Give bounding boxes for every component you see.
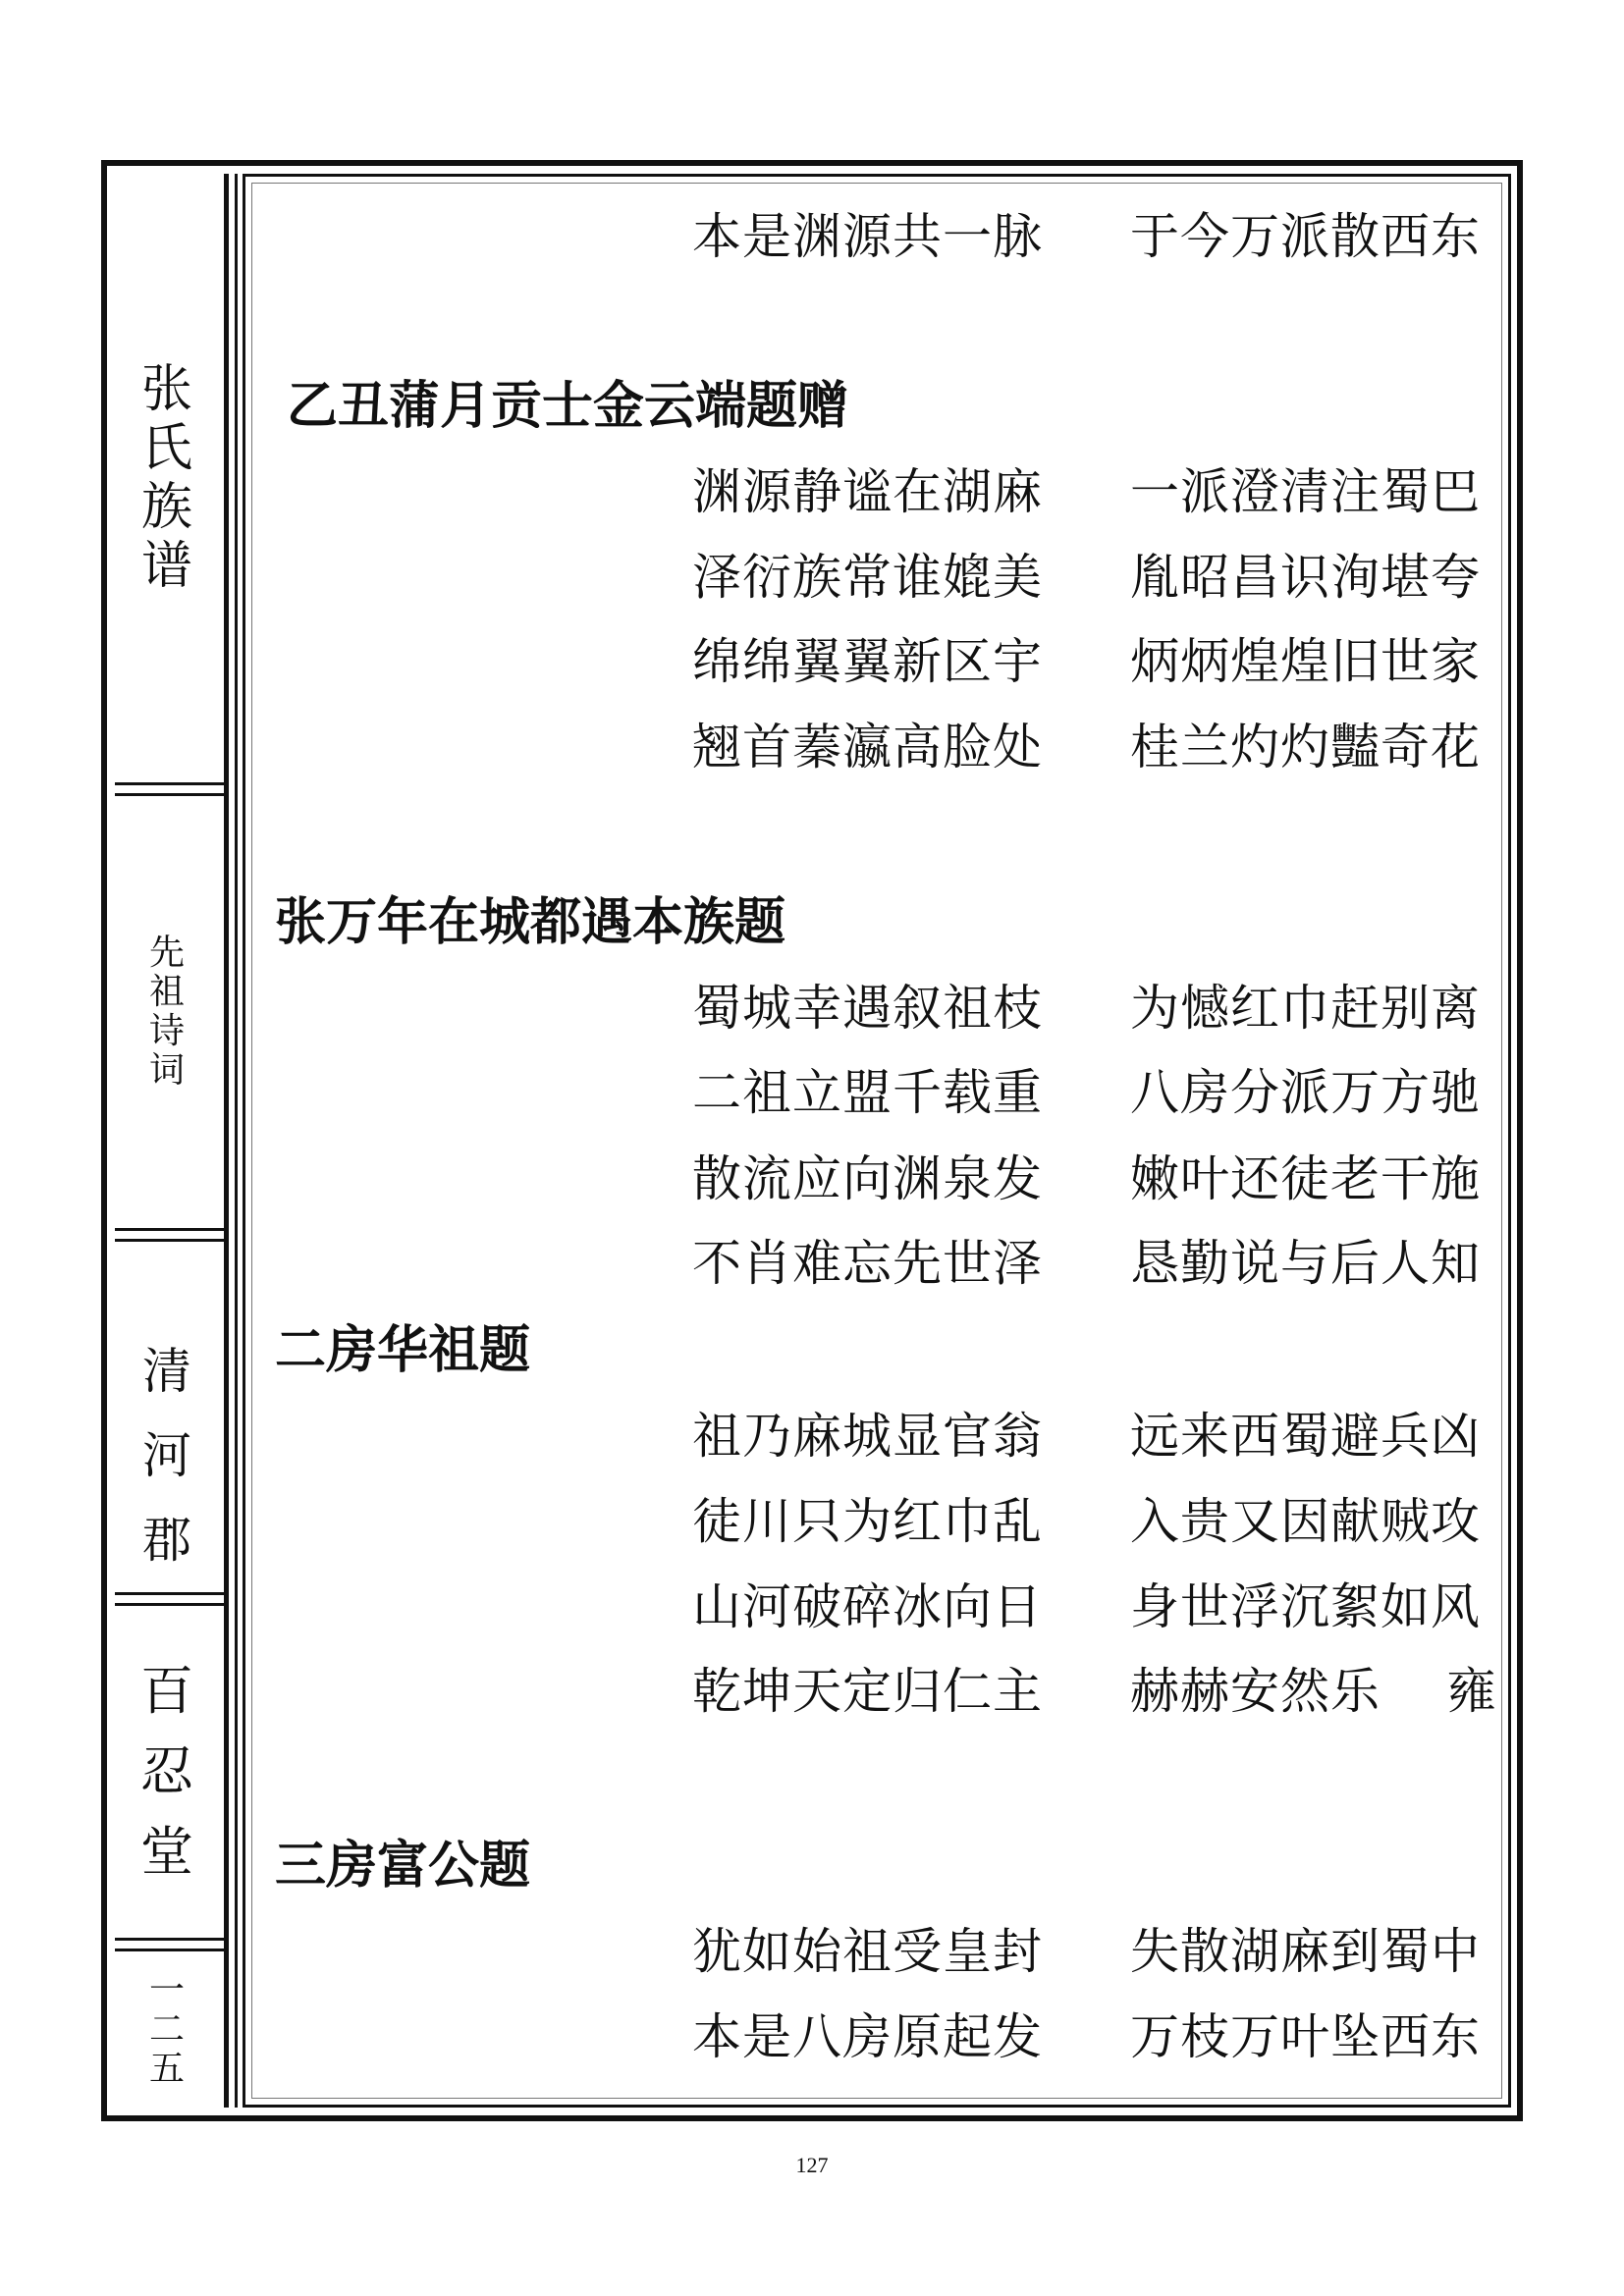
- verse-second-half: 万枝万叶坠西东: [1130, 2008, 1481, 2065]
- verse-second-half: 为憾红巾赶别离: [1130, 980, 1481, 1037]
- sidebar-divider: [115, 1228, 229, 1242]
- sidebar-char: 郡: [142, 1512, 191, 1569]
- verse-line: [692, 1663, 1497, 1720]
- verse-first-half: 本是渊源共一脉: [692, 208, 1043, 265]
- poem-heading: 三房富公题: [275, 1837, 531, 1896]
- sidebar-char: 张: [140, 360, 192, 419]
- verse-line: [692, 2008, 1481, 2065]
- sidebar-char: 一: [148, 1969, 185, 2010]
- verse-first-half: 二祖立盟千载重: [692, 1064, 1043, 1121]
- sidebar-char: 河: [142, 1427, 191, 1484]
- verse-line: [692, 463, 1481, 520]
- verse-second-half: 身世浮沉絮如风: [1130, 1578, 1481, 1635]
- sidebar-char: 族: [140, 478, 192, 537]
- content-frame: [243, 174, 1511, 2108]
- verse-second-half: 入贵又因献贼攻: [1130, 1493, 1481, 1550]
- verse-first-half: 不肖难忘先世泽: [692, 1235, 1043, 1292]
- verse-line: [692, 1493, 1481, 1550]
- verse-first-half: 祖乃麻城显官翁: [692, 1408, 1043, 1465]
- verse-line: [692, 1150, 1481, 1207]
- poem-heading: 张万年在城都遇本族题: [275, 893, 786, 952]
- sidebar-char: 百: [140, 1660, 193, 1722]
- sidebar-char: 忍: [140, 1740, 193, 1802]
- poem-heading: 乙丑蒲月贡士金云端题赠: [287, 377, 849, 436]
- verse-first-half: 乾坤天定归仁主: [692, 1663, 1043, 1720]
- verse-first-half: 本是八房原起发: [692, 2008, 1043, 2065]
- verse-line: [692, 208, 1481, 265]
- verse-line: [692, 1064, 1481, 1121]
- verse-first-half: 犹如始祖受皇封: [692, 1923, 1043, 1980]
- verse-first-half: 蜀城幸遇叙祖枝: [692, 980, 1043, 1037]
- verse-second-half: 八房分派万方驰: [1130, 1064, 1481, 1121]
- verse-line: [692, 1923, 1481, 1980]
- sidebar-char: 词: [148, 1050, 185, 1091]
- poem-heading: 二房华祖题: [275, 1321, 531, 1380]
- verse-line: [692, 980, 1481, 1037]
- verse-first-half: 渊源静谧在湖麻: [692, 463, 1043, 520]
- verse-second-half: 嫩叶还徒老干施: [1130, 1150, 1481, 1207]
- verse-line: [692, 633, 1481, 690]
- verse-line: [692, 549, 1481, 606]
- verse-second-half: 于今万派散西东: [1130, 208, 1481, 265]
- sidebar-leaf-number: [115, 1951, 219, 2108]
- sidebar-char: 堂: [140, 1821, 193, 1883]
- sidebar-divider: [115, 1938, 229, 1951]
- verse-second-half: 桂兰灼灼豔奇花: [1130, 719, 1481, 775]
- sidebar-char: 诗: [148, 1011, 185, 1051]
- verse-line: [692, 1408, 1481, 1465]
- sidebar-char: 氏: [140, 419, 192, 478]
- sidebar-divider: [115, 782, 229, 796]
- verse-line: [692, 1578, 1481, 1635]
- verse-second-half: 一派澄清注蜀巴: [1130, 463, 1481, 520]
- sidebar-char: 祖: [148, 972, 185, 1012]
- verse-second-half: 炳炳煌煌旧世家: [1130, 633, 1481, 690]
- sidebar-column: [115, 174, 229, 2108]
- verse-first-half: 泽衍族常谁媲美: [692, 549, 1043, 606]
- verse-first-half: 绵绵翼翼新区宇: [692, 633, 1043, 690]
- sidebar-char: 清: [142, 1343, 191, 1400]
- verse-line: [692, 1235, 1481, 1292]
- sidebar-char: 五: [148, 2048, 185, 2089]
- sidebar-book-title: [115, 174, 219, 782]
- verse-line: [692, 719, 1481, 775]
- verse-second-half: 赫赫安然乐 雍: [1130, 1663, 1497, 1720]
- sidebar-section-title: [115, 796, 219, 1228]
- verse-first-half: 山河破碎冰向日: [692, 1578, 1043, 1635]
- sidebar-char: 先: [148, 933, 185, 973]
- sidebar-hall-name: [115, 1606, 219, 1938]
- verse-second-half: 失散湖麻到蜀中: [1130, 1923, 1481, 1980]
- sidebar-divider: [115, 1592, 229, 1606]
- verse-first-half: 徒川只为红巾乱: [692, 1493, 1043, 1550]
- verse-first-half: 翘首蓁瀛高脸处: [692, 719, 1043, 775]
- page-number: 127: [795, 2153, 829, 2177]
- verse-second-half: 恳勤说与后人知: [1130, 1235, 1481, 1292]
- verse-first-half: 散流应向渊泉发: [692, 1150, 1043, 1207]
- sidebar-char: 二: [148, 2008, 185, 2050]
- page-outer-frame: [101, 160, 1523, 2121]
- sidebar-char: 谱: [140, 537, 192, 596]
- verse-second-half: 胤昭昌识洵堪夸: [1130, 549, 1481, 606]
- verse-second-half: 远来西蜀避兵凶: [1130, 1408, 1481, 1465]
